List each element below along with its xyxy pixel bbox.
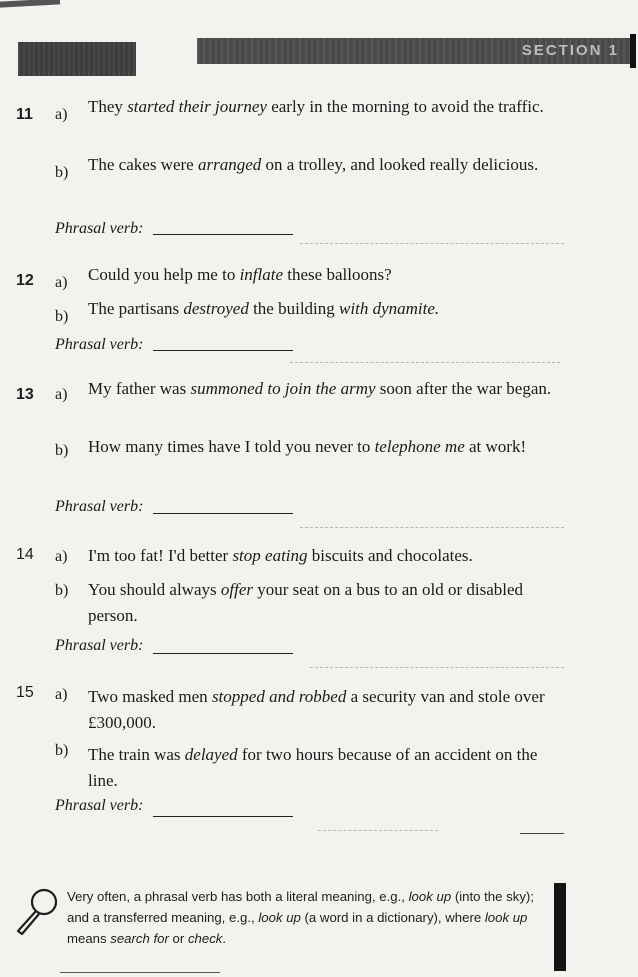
phrasal-verb-answer-line[interactable] bbox=[153, 234, 293, 235]
phrasal-verb-label: Phrasal verb: bbox=[55, 498, 144, 515]
phrasal-verb-label: Phrasal verb: bbox=[55, 637, 144, 654]
sentence-a bbox=[88, 376, 568, 402]
option-label-b: b) bbox=[55, 308, 69, 325]
text-run: a security van and stole over £300,000. bbox=[88, 687, 545, 732]
text-run: The train was bbox=[88, 745, 185, 764]
text-run: Could you help me to bbox=[88, 265, 240, 284]
italic-phrase: look up bbox=[258, 910, 301, 925]
header-edge bbox=[630, 34, 636, 68]
text-run: You should always bbox=[88, 580, 221, 599]
text-run: biscuits and chocolates. bbox=[307, 546, 473, 565]
text-run: My father was bbox=[88, 379, 191, 398]
text-run: for two hours because of an accident on the line. bbox=[88, 745, 538, 790]
italic-phrase: destroyed bbox=[183, 299, 249, 318]
corner-mark bbox=[0, 0, 60, 8]
text-run: soon after the war began. bbox=[375, 379, 552, 398]
text-run: The cakes were bbox=[88, 155, 198, 174]
italic-phrase: stop eating bbox=[232, 546, 308, 565]
sentence-b bbox=[88, 577, 568, 629]
text-run: these balloons? bbox=[283, 265, 392, 284]
option-label-a: a) bbox=[55, 386, 68, 403]
text-run: I'm too fat! I'd better bbox=[88, 546, 233, 565]
option-label-a: a) bbox=[55, 686, 68, 703]
italic-phrase: offer bbox=[220, 580, 253, 599]
text-run: Very often, a phrasal verb has both a literal meaning, e.g., bbox=[67, 889, 409, 904]
italic-phrase: with dynamite. bbox=[339, 299, 440, 318]
text-run: They bbox=[88, 97, 128, 116]
magnifier-icon bbox=[12, 885, 62, 937]
italic-phrase: arranged bbox=[197, 155, 262, 174]
text-run: means bbox=[67, 931, 111, 946]
italic-phrase: look up bbox=[408, 889, 452, 904]
divider bbox=[520, 833, 564, 834]
exercise-number: 14 bbox=[16, 546, 34, 563]
divider bbox=[310, 667, 564, 668]
phrasal-verb-answer-line[interactable] bbox=[153, 653, 293, 654]
text-run: the building bbox=[248, 299, 340, 318]
italic-phrase: delayed bbox=[184, 745, 238, 764]
sentence-a bbox=[88, 94, 568, 120]
phrasal-verb-answer-line[interactable] bbox=[153, 350, 293, 351]
text-run: (a word in a dictionary), where bbox=[300, 910, 485, 925]
sentence-b bbox=[88, 434, 568, 460]
phrasal-verb-label: Phrasal verb: bbox=[55, 220, 144, 237]
option-label-b: b) bbox=[55, 582, 69, 599]
italic-phrase: check bbox=[187, 931, 223, 946]
text-run: your seat on a bus to an old or disabled person. bbox=[88, 580, 524, 625]
divider bbox=[300, 527, 564, 528]
phrasal-verb-label: Phrasal verb: bbox=[55, 797, 144, 814]
tip-underline bbox=[60, 972, 220, 973]
phrasal-verb-answer-line[interactable] bbox=[153, 513, 293, 514]
tip-text bbox=[67, 886, 557, 949]
text-run: Two masked men bbox=[88, 687, 212, 706]
option-label-b: b) bbox=[55, 442, 69, 459]
exercise-number: 15 bbox=[16, 684, 34, 701]
exercise-number: 13 bbox=[16, 386, 34, 403]
option-label-a: a) bbox=[55, 548, 68, 565]
text-run: early in the morning to avoid the traffic. bbox=[266, 97, 544, 116]
text-run: . bbox=[222, 931, 227, 946]
italic-phrase: look up bbox=[484, 910, 528, 925]
sentence-a bbox=[88, 543, 568, 569]
phrasal-verb-label: Phrasal verb: bbox=[55, 336, 144, 353]
tip-side-bar bbox=[554, 883, 566, 971]
option-label-a: a) bbox=[55, 106, 68, 123]
italic-phrase: started their journey bbox=[127, 97, 267, 116]
text-run: at work! bbox=[464, 437, 527, 456]
phrasal-verb-answer-line[interactable] bbox=[153, 816, 293, 817]
exercise-number: 12 bbox=[16, 272, 34, 289]
header-bar-left bbox=[18, 42, 136, 76]
italic-phrase: summoned to join the army bbox=[190, 379, 376, 398]
option-label-b: b) bbox=[55, 164, 69, 181]
text-run: The partisans bbox=[88, 299, 184, 318]
option-label-b: b) bbox=[55, 742, 69, 759]
sentence-b bbox=[88, 296, 568, 322]
italic-phrase: telephone me bbox=[374, 437, 465, 456]
divider bbox=[318, 830, 438, 831]
text-run: How many times have I told you never to bbox=[88, 437, 375, 456]
divider bbox=[290, 362, 560, 363]
sentence-b bbox=[88, 152, 568, 178]
italic-phrase: search for bbox=[110, 931, 169, 946]
italic-phrase: stopped and robbed bbox=[211, 687, 347, 706]
text-run: on a trolley, and looked really delicious. bbox=[261, 155, 539, 174]
exercise-number: 11 bbox=[16, 106, 33, 123]
option-label-a: a) bbox=[55, 274, 68, 291]
header-bar-right bbox=[197, 38, 631, 64]
text-run: or bbox=[168, 931, 188, 946]
sentence-b bbox=[88, 742, 568, 794]
divider bbox=[300, 243, 564, 244]
text-run: (into the sky); and a transferred meaning, e.g., bbox=[67, 889, 534, 925]
sentence-a bbox=[88, 262, 568, 288]
section-label: SECTION 1 bbox=[521, 42, 619, 59]
italic-phrase: inflate bbox=[239, 265, 284, 284]
sentence-a bbox=[88, 684, 568, 736]
